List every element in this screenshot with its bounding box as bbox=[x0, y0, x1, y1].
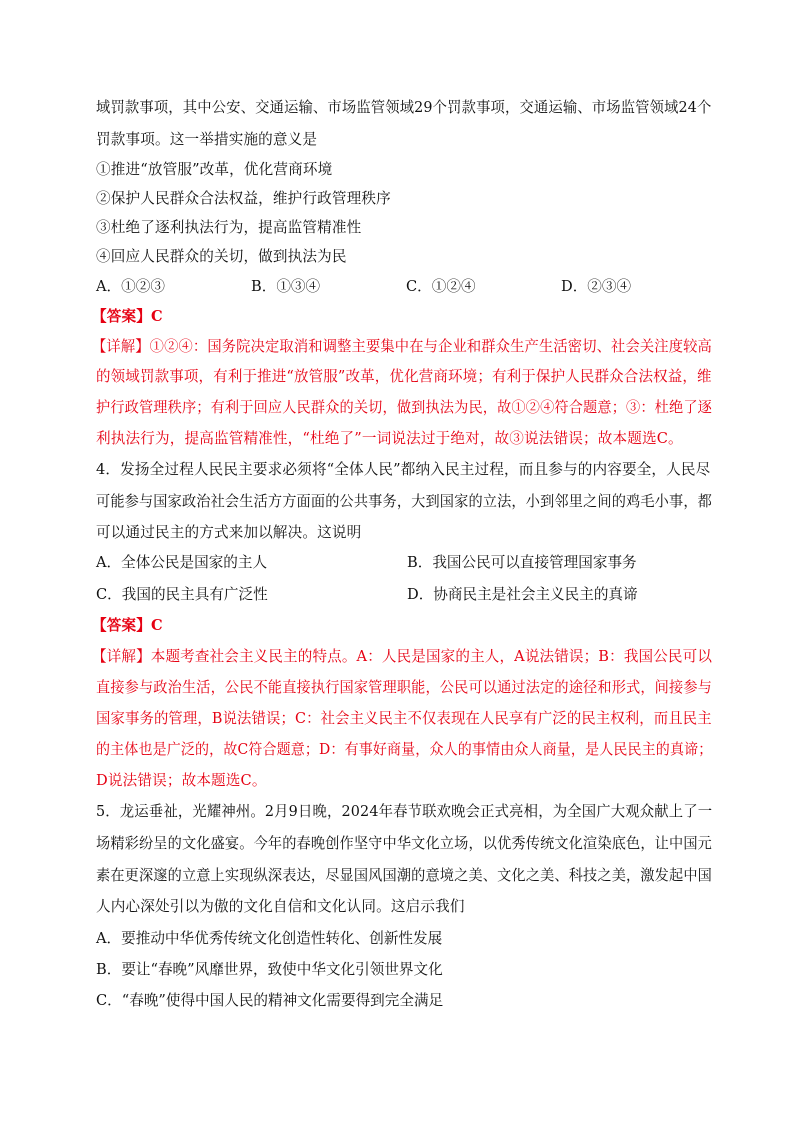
q4-option-b: B．我国公民可以直接管理国家事务 bbox=[407, 554, 637, 571]
q5-option-a: A．要推动中华优秀传统文化创造性转化、创新性发展 bbox=[96, 930, 443, 947]
q3-analysis-line: 利执法行为，提高监管精准性，“杜绝了”一词说法过于绝对，故③说法错误；故本题选C。 bbox=[96, 430, 683, 447]
q4-answer: 【答案】C bbox=[92, 617, 163, 634]
q4-analysis-line: 国家事务的管理，B说法错误；C：社会主义民主不仅表现在人民享有广泛的民主权利，而且民主 bbox=[96, 710, 712, 727]
q5-stem-line: 人内心深处引以为傲的文化自信和文化认同。这启示我们 bbox=[96, 898, 465, 915]
q3-stem-line: 罚款事项。这一举措实施的意义是 bbox=[96, 131, 318, 148]
q4-option-a: A．全体公民是国家的主人 bbox=[96, 554, 268, 571]
q3-answer: 【答案】C bbox=[92, 308, 163, 325]
q3-statement: ①推进“放管服”改革，优化营商环境 bbox=[96, 161, 333, 178]
q3-option-d: D．②③④ bbox=[561, 278, 632, 295]
q4-analysis-line: 【详解】本题考查社会主义民主的特点。A：人民是国家的主人，A说法错误；B：我国公民可以 bbox=[92, 648, 713, 665]
q5-option-b: B．要让“春晚”风靡世界，致使中华文化引领世界文化 bbox=[96, 961, 443, 978]
q3-statement: ②保护人民群众合法权益，维护行政管理秩序 bbox=[96, 190, 391, 207]
q4-option-d: D．协商民主是社会主义民主的真谛 bbox=[407, 586, 638, 603]
q5-stem-line: 场精彩纷呈的文化盛宴。今年的春晚创作坚守中华文化立场，以优秀传统文化渲染底色，让中国元 bbox=[96, 835, 712, 852]
q5-stem-line: 5．龙运垂祉，光耀神州。2月9日晚，2024年春节联欢晚会正式亮相，为全国广大观众献上了一 bbox=[96, 803, 713, 820]
q5-option-c: C．“春晚”使得中国人民的精神文化需要得到完全满足 bbox=[96, 992, 444, 1009]
q4-stem-line: 4．发扬全过程人民民主要求必须将“全体人民”都纳入民主过程，而且参与的内容要全，人民尽 bbox=[96, 461, 711, 478]
q4-analysis-line: 的主体也是广泛的，故C符合题意；D：有事好商量，众人的事情由众人商量，是人民民主的真谛； bbox=[96, 741, 713, 758]
q3-analysis-line: 护行政管理秩序；有利于回应人民群众的关切，做到执法为民，故①②④符合题意；③：杜绝了逐 bbox=[96, 399, 712, 416]
q3-option-b: B．①③④ bbox=[251, 278, 321, 295]
q4-analysis-line: 直接参与政治生活，公民不能直接执行国家管理职能，公民可以通过法定的途径和形式，间接参与 bbox=[96, 679, 712, 696]
q3-analysis-line: 【详解】①②④：国务院决定取消和调整主要集中在与企业和群众生产生活密切、社会关注度较高 bbox=[92, 338, 712, 355]
q3-statement: ④回应人民群众的关切，做到执法为民 bbox=[96, 248, 347, 265]
q4-stem-line: 可能参与国家政治社会生活方方面面的公共事务，大到国家的立法，小到邻里之间的鸡毛小事，都 bbox=[96, 493, 712, 510]
q4-analysis-line: D说法错误；故本题选C。 bbox=[96, 772, 267, 789]
q3-stem-line: 域罚款事项，其中公安、交通运输、市场监管领域29个罚款事项，交通运输、市场监管领域24个 bbox=[96, 99, 712, 116]
q4-option-c: C．我国的民主具有广泛性 bbox=[96, 586, 268, 603]
q3-option-a: A．①②③ bbox=[96, 278, 165, 295]
q3-analysis-line: 的领域罚款事项，有利于推进“放管服”改革，优化营商环境；有利于保护人民群众合法权益，维 bbox=[96, 368, 712, 385]
q4-stem-line: 可以通过民主的方式来加以解决。这说明 bbox=[96, 524, 362, 541]
q3-statement: ③杜绝了逐利执法行为，提高监管精准性 bbox=[96, 219, 362, 236]
q3-option-c: C．①②④ bbox=[406, 278, 476, 295]
q5-stem-line: 素在更深邃的立意上实现纵深表达，尽显国风国潮的意境之美、文化之美、科技之美，激发起中国 bbox=[96, 867, 712, 884]
